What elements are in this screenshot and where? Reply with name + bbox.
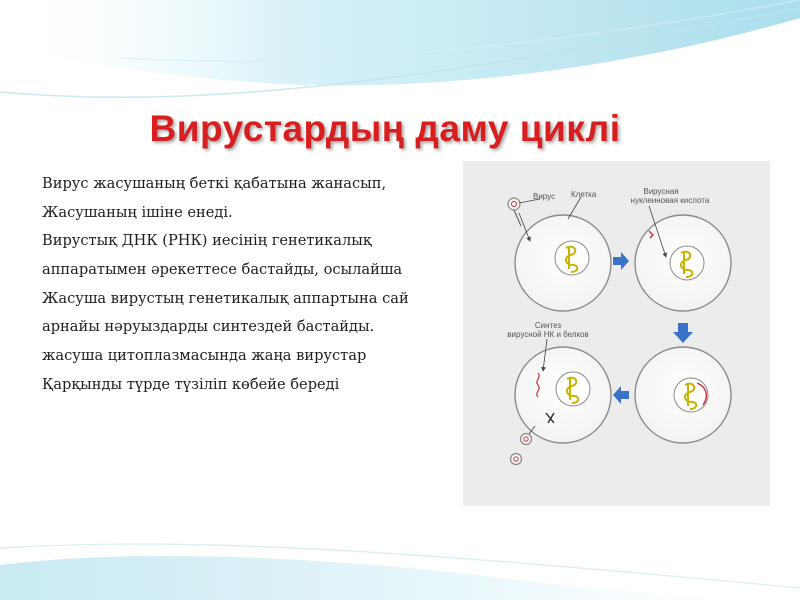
- body-line: аппаратымен әрекеттесе бастайды, осылайша: [42, 261, 403, 279]
- slide-title: Вирустардың даму циклі: [149, 108, 621, 149]
- cell-uncoating: [635, 206, 731, 311]
- body-line: Жасуша вирустың генетикалық аппартына сай: [42, 289, 409, 307]
- new-virus: [521, 434, 532, 445]
- cell-replication: [635, 347, 731, 443]
- label-virus: Вирус: [533, 192, 556, 201]
- body-line: Вирустық ДНК (РНК) иесінің генетикалық: [42, 232, 372, 250]
- body-line: Жасушаның ішіне енеді.: [42, 203, 233, 221]
- label-cell: Клетка: [571, 190, 597, 199]
- new-virus: [511, 454, 522, 465]
- body-line: Вирус жасушаның беткі қабатына жанасып,: [42, 175, 387, 192]
- label-synthesis-1: Синтез: [534, 321, 562, 330]
- label-nucleic-acid-1: Вирусная: [643, 187, 679, 196]
- arrow-left: [613, 386, 629, 404]
- cell-infection: [508, 197, 611, 311]
- arrow-down: [673, 323, 693, 343]
- top-wave: [0, 0, 800, 85]
- body-text: [42, 170, 482, 400]
- body-line: арнайы нәруыздарды синтездей бастайды.: [42, 318, 375, 336]
- virus-particle: [508, 198, 520, 210]
- cell-assembly: [511, 339, 612, 465]
- arrow-right: [613, 252, 629, 270]
- virus-cycle-diagram: [463, 161, 770, 506]
- body-line: Қарқынды түрде түзіліп көбейе береді: [42, 375, 340, 393]
- label-nucleic-acid-2: нуклеиновая кислота: [630, 196, 710, 205]
- bottom-wave: [0, 556, 800, 600]
- body-line: жасуша цитоплазмасында жаңа вирустар: [42, 347, 367, 365]
- label-synthesis-2: вирусной НК и белков: [507, 330, 589, 339]
- virus-tail: [514, 210, 521, 226]
